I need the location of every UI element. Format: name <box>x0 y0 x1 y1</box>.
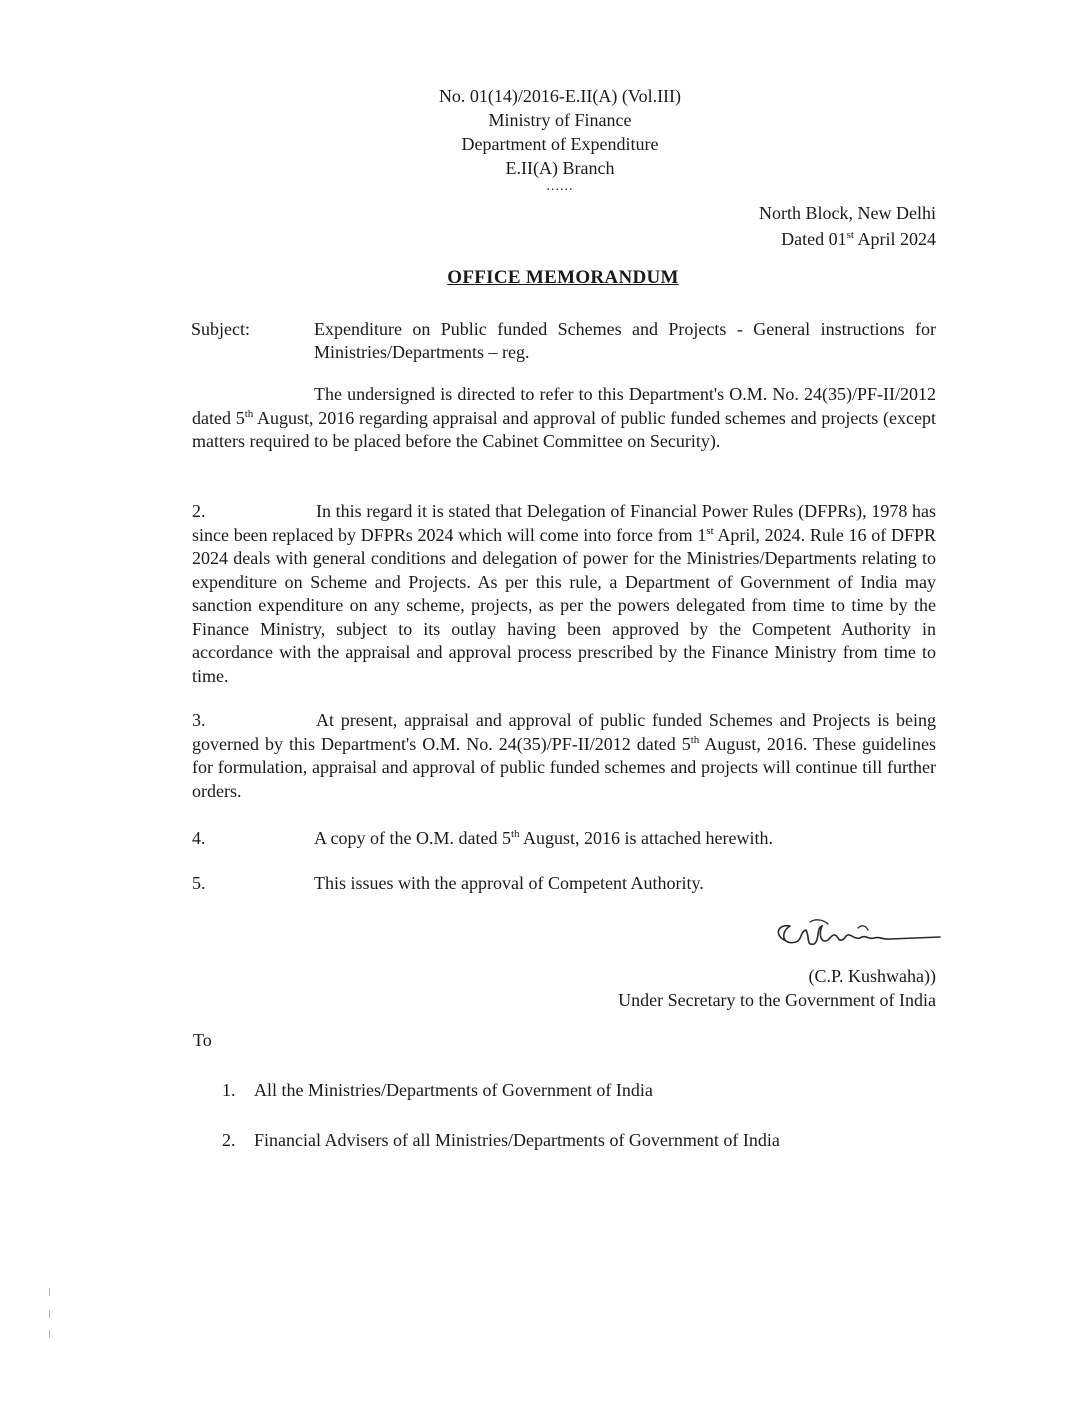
list-item: 2. Financial Advisers of all Ministries/Departments of Government of India <box>222 1130 780 1150</box>
paragraph-number: 2. <box>192 501 206 521</box>
scan-margin-mark <box>49 1310 50 1318</box>
branch-name: E.II(A) Branch <box>505 158 615 178</box>
paragraph-1: The undersigned is directed to refer to this Department's O.M. No. 24(35)/PF-II/2012 dated 5th August, 2016 regarding appraisal and approval of public funded schemes and projects (except matters required to be placed before the Cabinet Committee on Security). <box>192 384 937 451</box>
file-number: No. 01(14)/2016-E.II(A) (Vol.III) <box>438 86 682 106</box>
subject-label: Subject: <box>191 319 250 339</box>
list-item: 1. All the Ministries/Departments of Government of India <box>222 1080 653 1100</box>
paragraph-number: 5. <box>192 873 206 893</box>
paragraph-2: 2. In this regard it is stated that Delegation of Financial Power Rules (DFPRs), 1978 has since been replaced by DFPRs 2024 which will come into force from 1st April, 2024. Rule 16 of DFPR 2024 deals with general conditions and delegation of power for the Ministries/Departments relating to expenditure on Scheme and Projects. As per this rule, a Department of Government of India may sanction expenditure on any scheme, projects, as per the powers delegated from time to time by the Finance Ministry, subject to its outlay having been approved by the Competent Authority in accordance with the appraisal and approval process prescribed by the Finance Ministry from time to time. <box>192 501 936 686</box>
memo-date: Dated 01st April 2024 <box>781 229 936 249</box>
recipient-list <box>222 1078 780 1178</box>
place-date-block <box>759 200 936 252</box>
paragraph-number: 3. <box>192 710 206 730</box>
subject-text: Expenditure on Public funded Schemes and Projects - General instructions for Ministries/Departments – reg. <box>314 319 936 362</box>
scan-margin-mark <box>49 1330 50 1338</box>
signatory-designation: Under Secretary to the Government of India <box>618 990 936 1010</box>
department-name: Department of Expenditure <box>461 134 659 154</box>
handwritten-signature <box>770 910 950 960</box>
header-separator: ...... <box>546 179 574 194</box>
place: North Block, New Delhi <box>759 203 936 223</box>
paragraph-4: 4. A copy of the O.M. dated 5th August, 2016 is attached herewith. <box>192 828 773 848</box>
to-label: To <box>193 1030 212 1050</box>
ministry-name: Ministry of Finance <box>488 110 632 130</box>
memo-title: OFFICE MEMORANDUM <box>447 267 679 288</box>
paragraph-number: 4. <box>192 828 206 848</box>
paragraph-3: 3. At present, appraisal and approval of public funded Schemes and Projects is being governed by this Department's O.M. No. 24(35)/PF-II/2012 dated 5th August, 2016. These guidelines for formulation, appraisal and approval of public funded schemes and projects will continue till further orders. <box>192 710 937 801</box>
paragraph-5: 5. This issues with the approval of Competent Authority. <box>192 873 704 893</box>
scan-margin-mark <box>49 1288 50 1296</box>
signatory-name: (C.P. Kushwaha)) <box>808 966 936 986</box>
memo-header <box>380 84 740 194</box>
